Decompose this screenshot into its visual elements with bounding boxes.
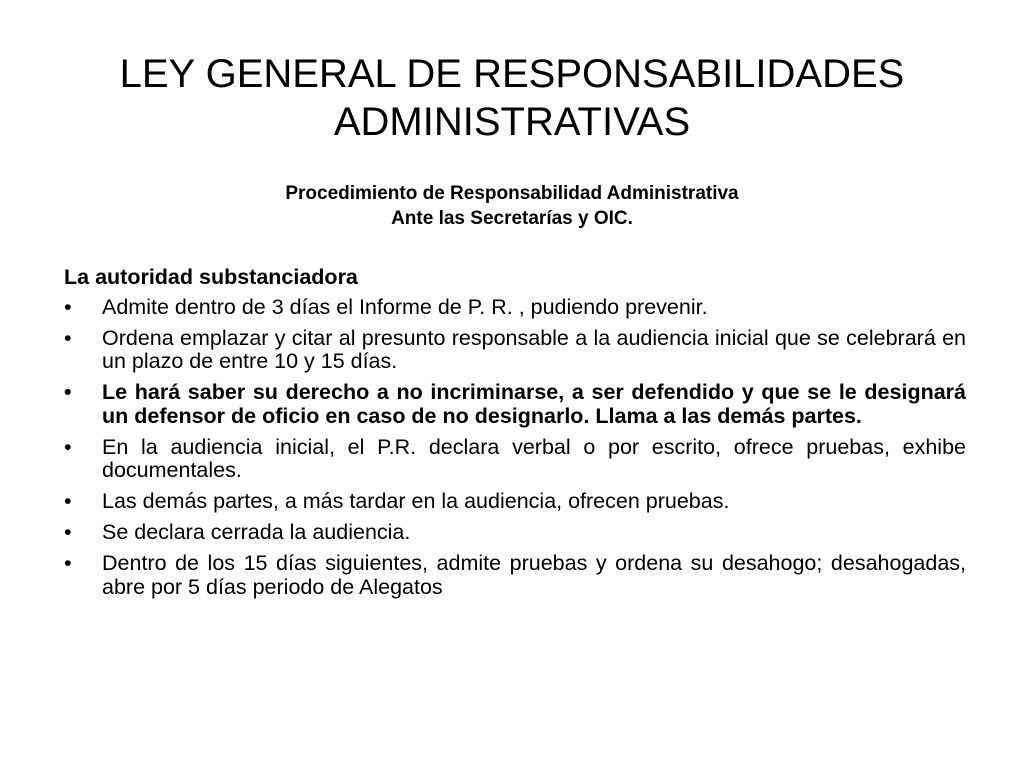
slide-title bbox=[60, 50, 964, 146]
bullet-item bbox=[64, 521, 966, 545]
subtitle-line-1: Procedimiento de Responsabilidad Administrativa bbox=[285, 183, 739, 204]
bullet-dot-icon: • bbox=[64, 551, 72, 575]
bullet-item bbox=[64, 327, 966, 374]
bullet-list bbox=[64, 296, 966, 600]
bullet-dot-icon: • bbox=[64, 380, 72, 404]
bullet-item bbox=[64, 552, 966, 599]
bullet-dot-icon: • bbox=[64, 294, 72, 319]
bullet-text: Dentro de los 15 días siguientes, admite pruebas y ordena su desahogo; desahogadas, abre por 5 días periodo de Alegatos bbox=[102, 551, 966, 599]
title-line-2: ADMINISTRATIVAS bbox=[333, 100, 691, 144]
bullet-text: Ordena emplazar y citar al presunto responsable a la audiencia inicial que se celebrará en un plazo de entre 10 y 15 días. bbox=[102, 325, 966, 373]
bullet-dot-icon: • bbox=[64, 434, 72, 459]
bullet-item bbox=[64, 490, 966, 514]
bullet-text: Se declara cerrada la audiencia. bbox=[102, 520, 411, 544]
slide-content bbox=[64, 266, 966, 607]
bullet-item bbox=[64, 381, 966, 428]
bullet-text: En la audiencia inicial, el P.R. declara verbal o por escrito, ofrece pruebas, exhibe documentales. bbox=[102, 434, 966, 482]
slide-subtitle bbox=[60, 181, 964, 231]
bullet-text: Las demás partes, a más tardar en la audiencia, ofrecen pruebas. bbox=[102, 489, 730, 513]
subtitle-line-2: Ante las Secretarías y OIC. bbox=[391, 208, 633, 229]
bullet-dot-icon: • bbox=[64, 489, 72, 513]
bullet-item bbox=[64, 296, 966, 320]
bullet-text: Le hará saber su derecho a no incriminarse, a ser defendido y que se le designará un defensor de oficio en caso de no designarlo. Llama a las demás partes. bbox=[102, 380, 966, 428]
bullet-item bbox=[64, 436, 966, 483]
bullet-dot-icon: • bbox=[64, 520, 72, 544]
title-line-1: LEY GENERAL DE RESPONSABILIDADES bbox=[119, 52, 905, 96]
bullet-dot-icon: • bbox=[64, 325, 72, 350]
bullet-text: Admite dentro de 3 días el Informe de P. R. , pudiendo prevenir. bbox=[102, 294, 708, 319]
section-heading: La autoridad substanciadora bbox=[64, 265, 358, 289]
